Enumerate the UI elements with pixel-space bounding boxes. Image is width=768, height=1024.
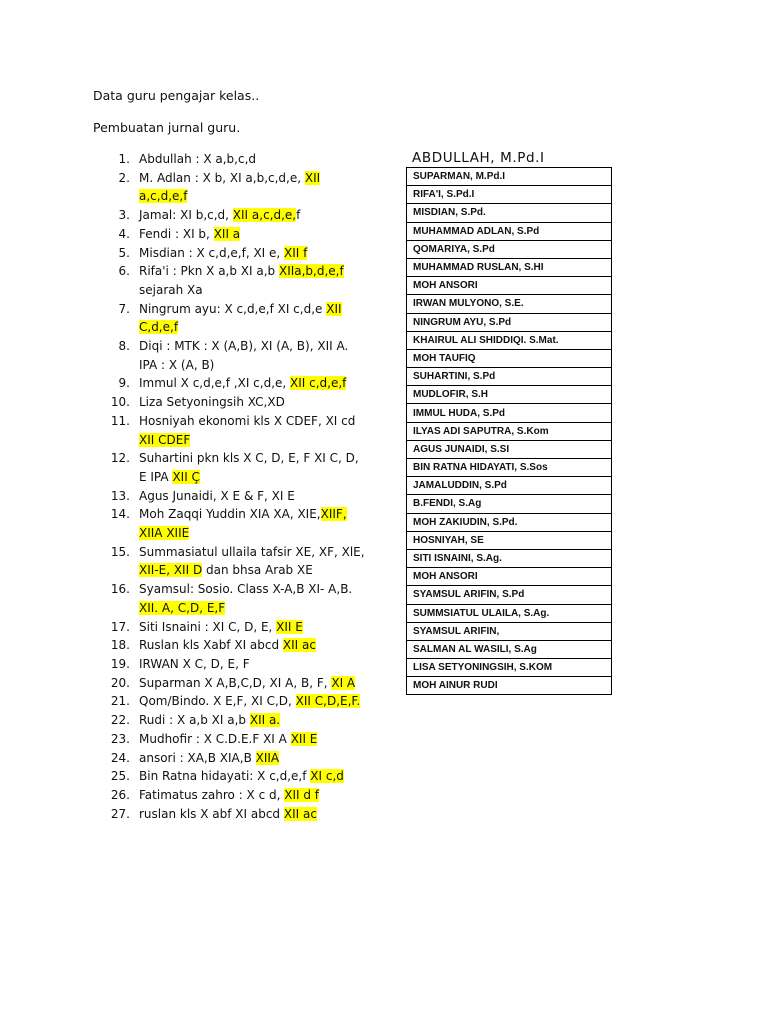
table-row	[407, 568, 612, 586]
table-row	[407, 459, 612, 477]
table-row	[407, 386, 612, 404]
highlighted-class-text: XII a.	[249, 713, 281, 728]
staff-name-cell: MISDIAN, S.Pd.	[407, 204, 612, 222]
list-number: 13.	[110, 488, 130, 503]
table-row	[407, 313, 612, 331]
list-number: 23.	[110, 731, 130, 746]
list-item	[110, 692, 370, 711]
staff-name-cell: B.FENDI, S.Ag	[407, 495, 612, 513]
list-number: 12.	[110, 451, 130, 466]
list-number: 8.	[118, 339, 130, 354]
list-item	[110, 300, 370, 337]
list-number: 24.	[110, 750, 130, 765]
highlighted-class-text: XIIa,b,d,e,f	[278, 264, 344, 279]
staff-name-cell: IMMUL HUDA, S.Pd	[407, 404, 612, 422]
staff-name-cell: BIN RATNA HIDAYATI, S.Sos	[407, 459, 612, 477]
highlighted-class-text: XII C,D,E,F.	[295, 694, 361, 709]
list-item-text: Fendi : XI b,	[139, 226, 214, 241]
list-number: 18.	[110, 638, 130, 653]
list-item-text: Mudhofir : X C.D.E.F XI A	[139, 731, 291, 746]
list-number: 14.	[110, 507, 130, 522]
list-item	[110, 543, 370, 580]
table-row	[407, 258, 612, 276]
list-item	[110, 412, 370, 449]
staff-name-cell: MUHAMMAD RUSLAN, S.HI	[407, 258, 612, 276]
subtitle-line: Pembuatan jurnal guru.	[93, 120, 241, 135]
table-row	[407, 295, 612, 313]
list-item-text: Suhartini pkn kls X C, D, E, F XI C, D, E IPA	[139, 451, 359, 484]
list-item-text: Agus Junaidi, X E & F, XI E	[139, 488, 295, 503]
list-item-text: Fatimatus zahro : X c d,	[139, 787, 285, 802]
list-item	[110, 674, 370, 693]
list-item	[110, 487, 370, 506]
list-number: 11.	[110, 413, 130, 428]
list-number: 16.	[110, 582, 130, 597]
list-item	[110, 169, 370, 206]
list-item-text: Qom/Bindo. X E,F, XI C,D,	[139, 694, 296, 709]
staff-name-cell: QOMARIYA, S.Pd	[407, 240, 612, 258]
list-item	[110, 505, 370, 542]
list-number: 7.	[118, 301, 130, 316]
highlighted-class-text: XII-E, XII D	[139, 563, 203, 578]
list-number: 22.	[110, 713, 130, 728]
highlighted-class-text: XI c,d	[310, 769, 344, 784]
staff-name-cell: MOH ZAKIUDIN, S.Pd.	[407, 513, 612, 531]
list-item-text: IRWAN X C, D, E, F	[139, 656, 250, 671]
list-item-text: Moh Zaqqi Yuddin XIA XA, XIE,	[139, 507, 321, 522]
staff-name-cell: NINGRUM AYU, S.Pd	[407, 313, 612, 331]
staff-name-cell: SALMAN AL WASILI, S.Ag	[407, 640, 612, 658]
list-item	[110, 711, 370, 730]
list-item-text: M. Adlan : X b, XI a,b,c,d,e,	[139, 170, 305, 185]
intro-line: Data guru pengajar kelas..	[93, 88, 260, 103]
table-row	[407, 168, 612, 186]
table-row	[407, 349, 612, 367]
table-row	[407, 186, 612, 204]
staff-name-cell: IRWAN MULYONO, S.E.	[407, 295, 612, 313]
list-item	[110, 244, 370, 263]
list-number: 4.	[118, 226, 130, 241]
highlighted-class-text: XII Ç	[172, 469, 200, 484]
list-item-text: Bin Ratna hidayati: X c,d,e,f	[139, 769, 311, 784]
highlighted-class-text: XIIA	[255, 750, 280, 765]
staff-name-cell: MOH ANSORI	[407, 568, 612, 586]
list-item-text: Immul X c,d,e,f ,XI c,d,e,	[139, 376, 291, 391]
list-item	[110, 786, 370, 805]
list-item-text: Misdian : X c,d,e,f, XI e,	[139, 245, 285, 260]
list-item	[110, 337, 370, 374]
list-item	[110, 374, 370, 393]
list-item-text: Liza Setyoningsih XC,XD	[139, 395, 285, 410]
highlighted-class-text: XII C,d,e,f	[139, 301, 342, 335]
highlighted-class-text: XII E	[290, 731, 318, 746]
list-item-text: sejarah Xa	[139, 282, 203, 297]
table-row	[407, 477, 612, 495]
teacher-list	[110, 150, 370, 823]
highlighted-class-text: XIIF, XIIA XIIE	[139, 507, 347, 541]
list-item-text: dan bhsa Arab XE	[202, 563, 313, 578]
list-item-text: Rudi : X a,b XI a,b	[139, 713, 250, 728]
table-row	[407, 677, 612, 695]
list-item	[110, 730, 370, 749]
list-item	[110, 393, 370, 412]
list-item-text: Hosniyah ekonomi kls X CDEF, XI cd	[139, 413, 356, 428]
list-item-text: ansori : XA,B XIA,B	[139, 750, 256, 765]
list-number: 10.	[110, 395, 130, 410]
staff-name-cell: SUPARMAN, M.Pd.I	[407, 168, 612, 186]
table-row	[407, 659, 612, 677]
list-item-text: Ningrum ayu: X c,d,e,f XI c,d,e	[139, 301, 327, 316]
highlighted-class-text: XII. A, C,D, E,F	[139, 600, 226, 615]
staff-table-title: ABDULLAH, M.Pd.I	[412, 150, 545, 166]
table-row	[407, 531, 612, 549]
staff-name-cell: SUMMSIATUL ULAILA, S.Ag.	[407, 604, 612, 622]
table-row	[407, 277, 612, 295]
staff-name-cell: MUHAMMAD ADLAN, S.Pd	[407, 222, 612, 240]
staff-name-cell: SUHARTINI, S.Pd	[407, 368, 612, 386]
list-number: 3.	[118, 208, 130, 223]
highlighted-class-text: XII CDEF	[139, 432, 191, 447]
staff-name-cell: RIFA'I, S.Pd.I	[407, 186, 612, 204]
staff-table	[406, 167, 612, 695]
list-number: 5.	[118, 245, 130, 260]
highlighted-class-text: XII a,c,d,e,	[232, 208, 297, 223]
list-number: 20.	[110, 675, 130, 690]
list-item-text: Suparman X A,B,C,D, XI A, B, F,	[139, 675, 332, 690]
list-item	[110, 636, 370, 655]
staff-name-cell: KHAIRUL ALI SHIDDIQI. S.Mat.	[407, 331, 612, 349]
staff-name-cell: SYAMSUL ARIFIN, S.Pd	[407, 586, 612, 604]
list-item	[110, 262, 370, 299]
table-row	[407, 495, 612, 513]
list-number: 26.	[110, 787, 130, 802]
highlighted-class-text: XII c,d,e,f	[290, 376, 347, 391]
highlighted-class-text: XII E	[276, 619, 303, 634]
table-row	[407, 622, 612, 640]
list-item	[110, 150, 370, 169]
list-item	[110, 749, 370, 768]
list-item	[110, 618, 370, 637]
table-row	[407, 204, 612, 222]
list-item-text: Syamsul: Sosio. Class X-A,B XI- A,B.	[139, 582, 353, 597]
staff-name-cell: SITI ISNAINI, S.Ag.	[407, 549, 612, 567]
list-item-text: ruslan kls X abf XI abcd	[139, 806, 284, 821]
table-row	[407, 549, 612, 567]
table-row	[407, 586, 612, 604]
list-item	[110, 655, 370, 674]
table-row	[407, 604, 612, 622]
list-number: 2.	[118, 170, 130, 185]
highlighted-class-text: XII d f	[284, 787, 320, 802]
highlighted-class-text: XII ac	[282, 638, 316, 653]
table-row	[407, 404, 612, 422]
list-item	[110, 449, 370, 486]
list-item-text: Rifa'i : Pkn X a,b XI a,b	[139, 264, 279, 279]
list-number: 17.	[110, 619, 130, 634]
staff-name-cell: ILYAS ADI SAPUTRA, S.Kom	[407, 422, 612, 440]
staff-name-cell: MOH AINUR RUDI	[407, 677, 612, 695]
list-number: 1.	[118, 152, 130, 166]
table-row	[407, 422, 612, 440]
table-row	[407, 222, 612, 240]
staff-name-cell: MUDLOFIR, S.H	[407, 386, 612, 404]
staff-name-cell: JAMALUDDIN, S.Pd	[407, 477, 612, 495]
staff-name-cell: MOH TAUFIQ	[407, 349, 612, 367]
highlighted-class-text: XII ac	[283, 806, 317, 821]
list-item	[110, 206, 370, 225]
list-item	[110, 225, 370, 244]
list-item-text: Summasiatul ullaila tafsir XE, XF, XlE,	[139, 544, 365, 559]
table-row	[407, 640, 612, 658]
staff-name-cell: AGUS JUNAIDI, S.SI	[407, 440, 612, 458]
list-number: 9.	[118, 376, 130, 391]
list-number: 27.	[110, 806, 130, 821]
table-row	[407, 513, 612, 531]
staff-name-cell: LISA SETYONINGSIH, S.KOM	[407, 659, 612, 677]
list-item	[110, 580, 370, 617]
list-number: 21.	[110, 694, 130, 709]
list-item-text: Abdullah : X a,b,c,d	[139, 152, 257, 166]
table-row	[407, 240, 612, 258]
list-item-text: Siti Isnaini : XI C, D, E,	[139, 619, 277, 634]
list-item-text: Ruslan kls Xabf XI abcd	[139, 638, 283, 653]
table-row	[407, 440, 612, 458]
list-item-text: Diqi : MTK : X (A,B), XI (A, B), XII A. IPA : X (A, B)	[139, 339, 349, 372]
list-item	[110, 767, 370, 786]
list-number: 15.	[110, 544, 130, 559]
staff-name-cell: MOH ANSORI	[407, 277, 612, 295]
highlighted-class-text: XI A	[331, 675, 356, 690]
table-row	[407, 368, 612, 386]
list-number: 25.	[110, 769, 130, 784]
table-row	[407, 331, 612, 349]
highlighted-class-text: XII f	[284, 245, 308, 260]
staff-name-cell: HOSNIYAH, SE	[407, 531, 612, 549]
list-item	[110, 805, 370, 824]
highlighted-class-text: XII a	[213, 226, 241, 241]
list-number: 19.	[110, 656, 130, 671]
staff-name-cell: SYAMSUL ARIFIN,	[407, 622, 612, 640]
list-item-text: Jamal: XI b,c,d,	[139, 208, 233, 223]
list-item-text: f	[296, 208, 301, 223]
highlighted-class-text: XII a,c,d,e,f	[139, 170, 321, 204]
staff-table-body	[407, 168, 612, 695]
list-number: 6.	[118, 264, 130, 279]
